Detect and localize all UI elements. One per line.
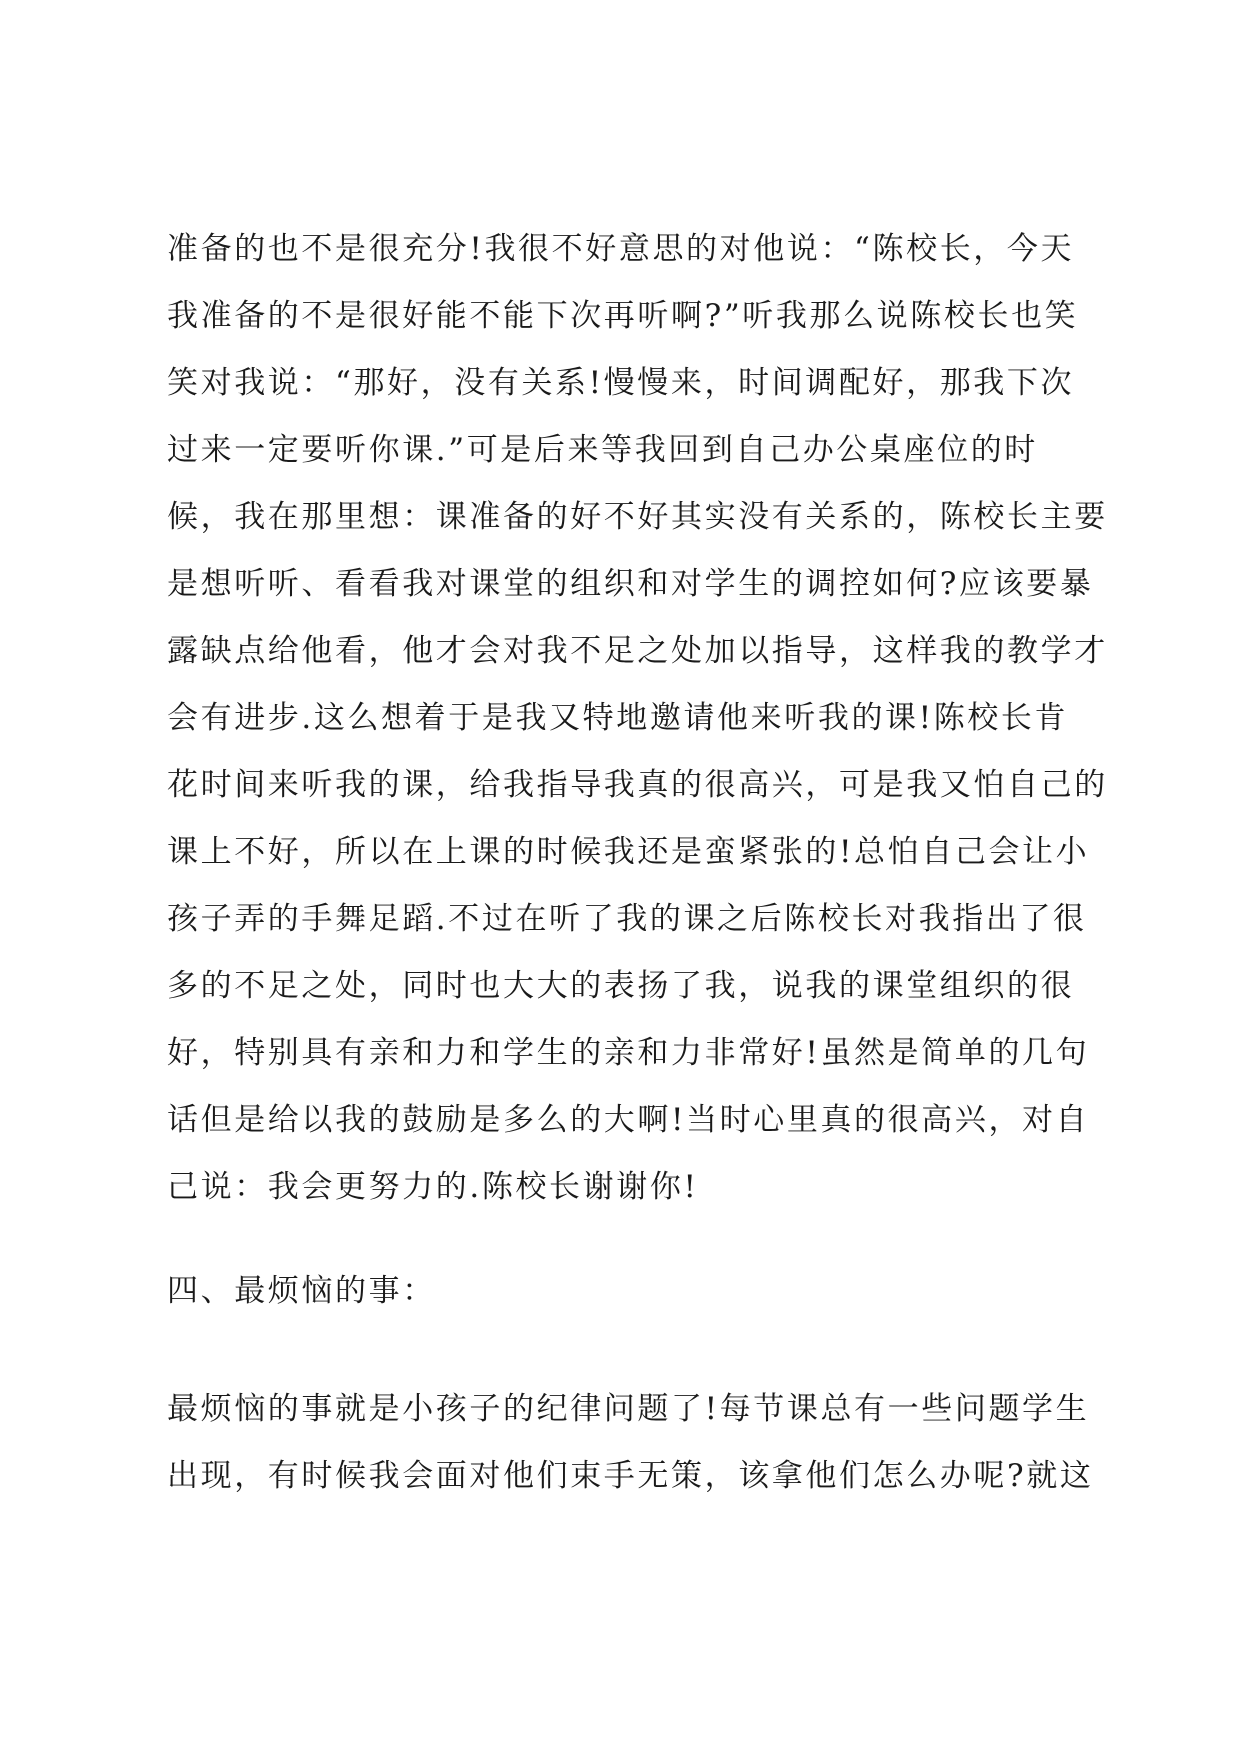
paragraph-line: 话但是给以我的鼓励是多么的大啊!当时心里真的很高兴，对自: [167, 1102, 1090, 1138]
paragraph-line: 是想听听、看看我对课堂的组织和对学生的调控如何?应该要暴: [167, 566, 1094, 602]
paragraph-line: 我准备的不是很好能不能下次再听啊?”听我那么说陈校长也笑: [167, 298, 1079, 334]
paragraph-line: 多的不足之处，同时也大大的表扬了我，说我的课堂组织的很: [167, 968, 1075, 1004]
paragraph-line: 好，特别具有亲和力和学生的亲和力非常好!虽然是简单的几句: [167, 1035, 1090, 1071]
paragraph-line: 过来一定要听你课.”可是后来等我回到自己办公桌座位的时: [167, 432, 1038, 468]
paragraph-line: 露缺点给他看，他才会对我不足之处加以指导，这样我的教学才: [167, 633, 1108, 669]
paragraph-line: 孩子弄的手舞足蹈.不过在听了我的课之后陈校长对我指出了很: [167, 901, 1087, 937]
paragraph-line: 笑对我说：“那好，没有关系!慢慢来，时间调配好，那我下次: [167, 365, 1075, 401]
paragraph-line: 己说：我会更努力的.陈校长谢谢你!: [167, 1169, 699, 1205]
paragraph-line: 出现，有时候我会面对他们束手无策，该拿他们怎么办呢?就这: [167, 1458, 1094, 1494]
paragraph-line: 最烦恼的事就是小孩子的纪律问题了!每节课总有一些问题学生: [167, 1391, 1090, 1427]
paragraph-line: 候，我在那里想：课准备的好不好其实没有关系的，陈校长主要: [167, 499, 1108, 535]
paragraph-line: 花时间来听我的课，给我指导我真的很高兴，可是我又怕自己的: [167, 767, 1108, 803]
section-heading: 四、最烦恼的事：: [167, 1273, 436, 1309]
paragraph-line: 准备的也不是很充分!我很不好意思的对他说：“陈校长，今天: [167, 231, 1075, 267]
paragraph-line: 会有进步.这么想着于是我又特地邀请他来听我的课!陈校长肯: [167, 700, 1069, 736]
paragraph-line: 课上不好，所以在上课的时候我还是蛮紧张的!总怕自己会让小: [167, 834, 1090, 870]
